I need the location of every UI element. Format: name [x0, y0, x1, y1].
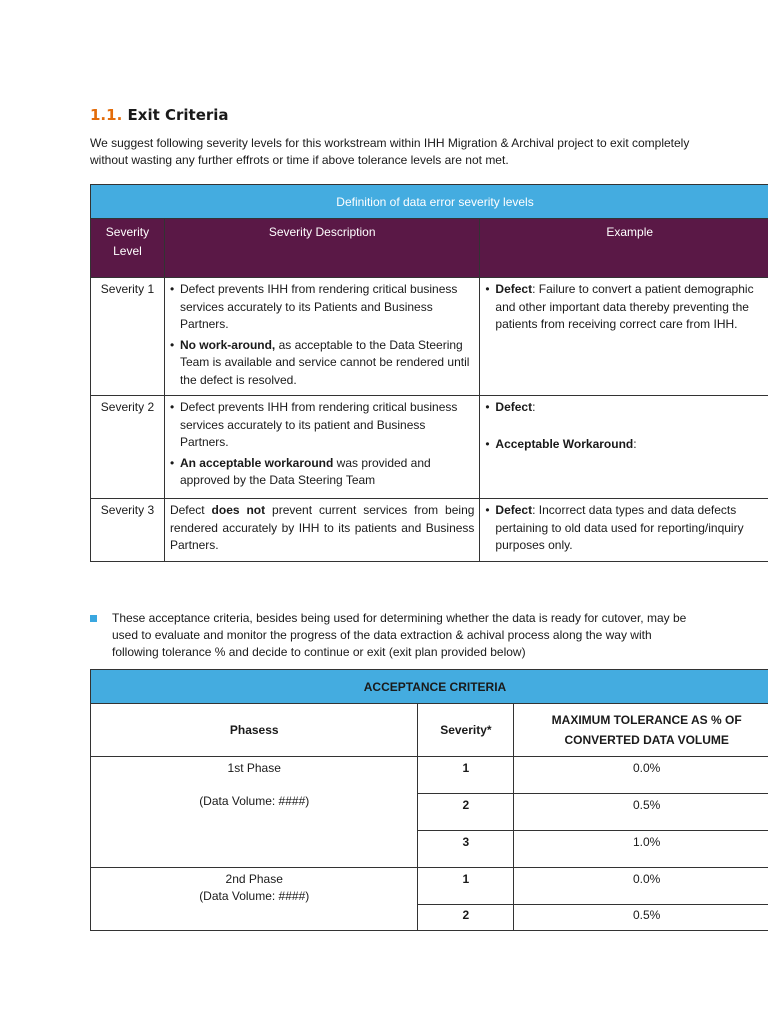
list-item: • Defect prevents IHH from rendering critical business services accurately to its Patients and Business Partners. [169, 282, 458, 331]
table-row [91, 278, 768, 396]
list-item: • Defect: Incorrect data types and data defects pertaining to old data used for reporting/inquiry purposes only. [485, 503, 744, 552]
list-item: • Acceptable Workaround: [485, 436, 637, 451]
section-title: Exit Criteria [127, 106, 229, 124]
intro-paragraph: We suggest following severity levels for this workstream within IHH Migration & Archival project to exit completely without wasting any further effrots or time if above tolerance levels are not met. [90, 136, 690, 167]
list-item: • An acceptable workaround was provided and approved by the Data Steering Team [169, 455, 431, 487]
severity-value: 2 [418, 905, 514, 931]
table-row [91, 499, 768, 562]
table-row [91, 868, 768, 905]
header-phases: Phasess [91, 704, 418, 757]
header-example: Example [480, 219, 768, 278]
severity-level: Severity 3 [91, 499, 165, 562]
header-max-tolerance: MAXIMUM TOLERANCE AS % OF CONVERTED DATA VOLUME [514, 704, 768, 757]
tolerance-value: 1.0% [514, 831, 768, 868]
severity-description [164, 396, 479, 499]
severity-description [164, 278, 479, 396]
phase-volume: (Data Volume: ####) [199, 889, 310, 903]
tolerance-value: 0.0% [514, 757, 768, 794]
phase-cell [91, 868, 418, 931]
severity-level: Severity 2 [91, 396, 165, 499]
severity-example [480, 499, 768, 562]
phase-name: 1st Phase [227, 761, 281, 775]
severity-value: 2 [418, 794, 514, 831]
acceptance-table [90, 669, 768, 931]
severity-example [480, 396, 768, 499]
severity-value: 1 [418, 757, 514, 794]
severity-value: 1 [418, 868, 514, 905]
phase-cell [91, 757, 418, 868]
header-severity: Severity* [418, 704, 514, 757]
list-item: • Defect prevents IHH from rendering critical business services accurately to its patient and Business Partners. [169, 400, 458, 449]
list-item: • Defect: [485, 400, 536, 414]
acceptance-note [90, 610, 730, 661]
phase-name: 2nd Phase [225, 872, 283, 886]
severity-value: 3 [418, 831, 514, 868]
severity-level: Severity 1 [91, 278, 165, 396]
section-number: 1.1. [90, 106, 123, 124]
tolerance-value: 0.0% [514, 868, 768, 905]
tolerance-value: 0.5% [514, 905, 768, 931]
phase-volume: (Data Volume: ####) [199, 794, 310, 808]
table-row [91, 757, 768, 794]
acceptance-table-title: ACCEPTANCE CRITERIA [91, 670, 768, 704]
severity-table [90, 184, 768, 562]
list-item: • Defect: Failure to convert a patient demographic and other important data thereby preventing the patients from receiving correct care from IHH. [485, 282, 754, 331]
header-severity-description: Severity Description [164, 219, 479, 278]
table-row [91, 396, 768, 499]
list-item: • No work-around, as acceptable to the Data Steering Team is available and service cannot be rendered until the defect is resolved. [169, 337, 470, 387]
severity-table-title: Definition of data error severity levels [91, 185, 768, 219]
section-heading [90, 106, 229, 124]
acceptance-note-text: These acceptance criteria, besides being used for determining whether the data is ready for cutover, may be used to evaluate and monitor the progress of the data extraction & achival process along the way with following tolerance % and decide to continue or exit (exit plan provided below) [112, 611, 687, 659]
severity-example [480, 278, 768, 396]
square-bullet-icon [90, 615, 97, 622]
severity-description: Defect does not prevent current services from being rendered accurately by IHH to its patients and Business Partners. [164, 499, 479, 562]
tolerance-value: 0.5% [514, 794, 768, 831]
header-severity-level: Severity Level [91, 219, 165, 278]
